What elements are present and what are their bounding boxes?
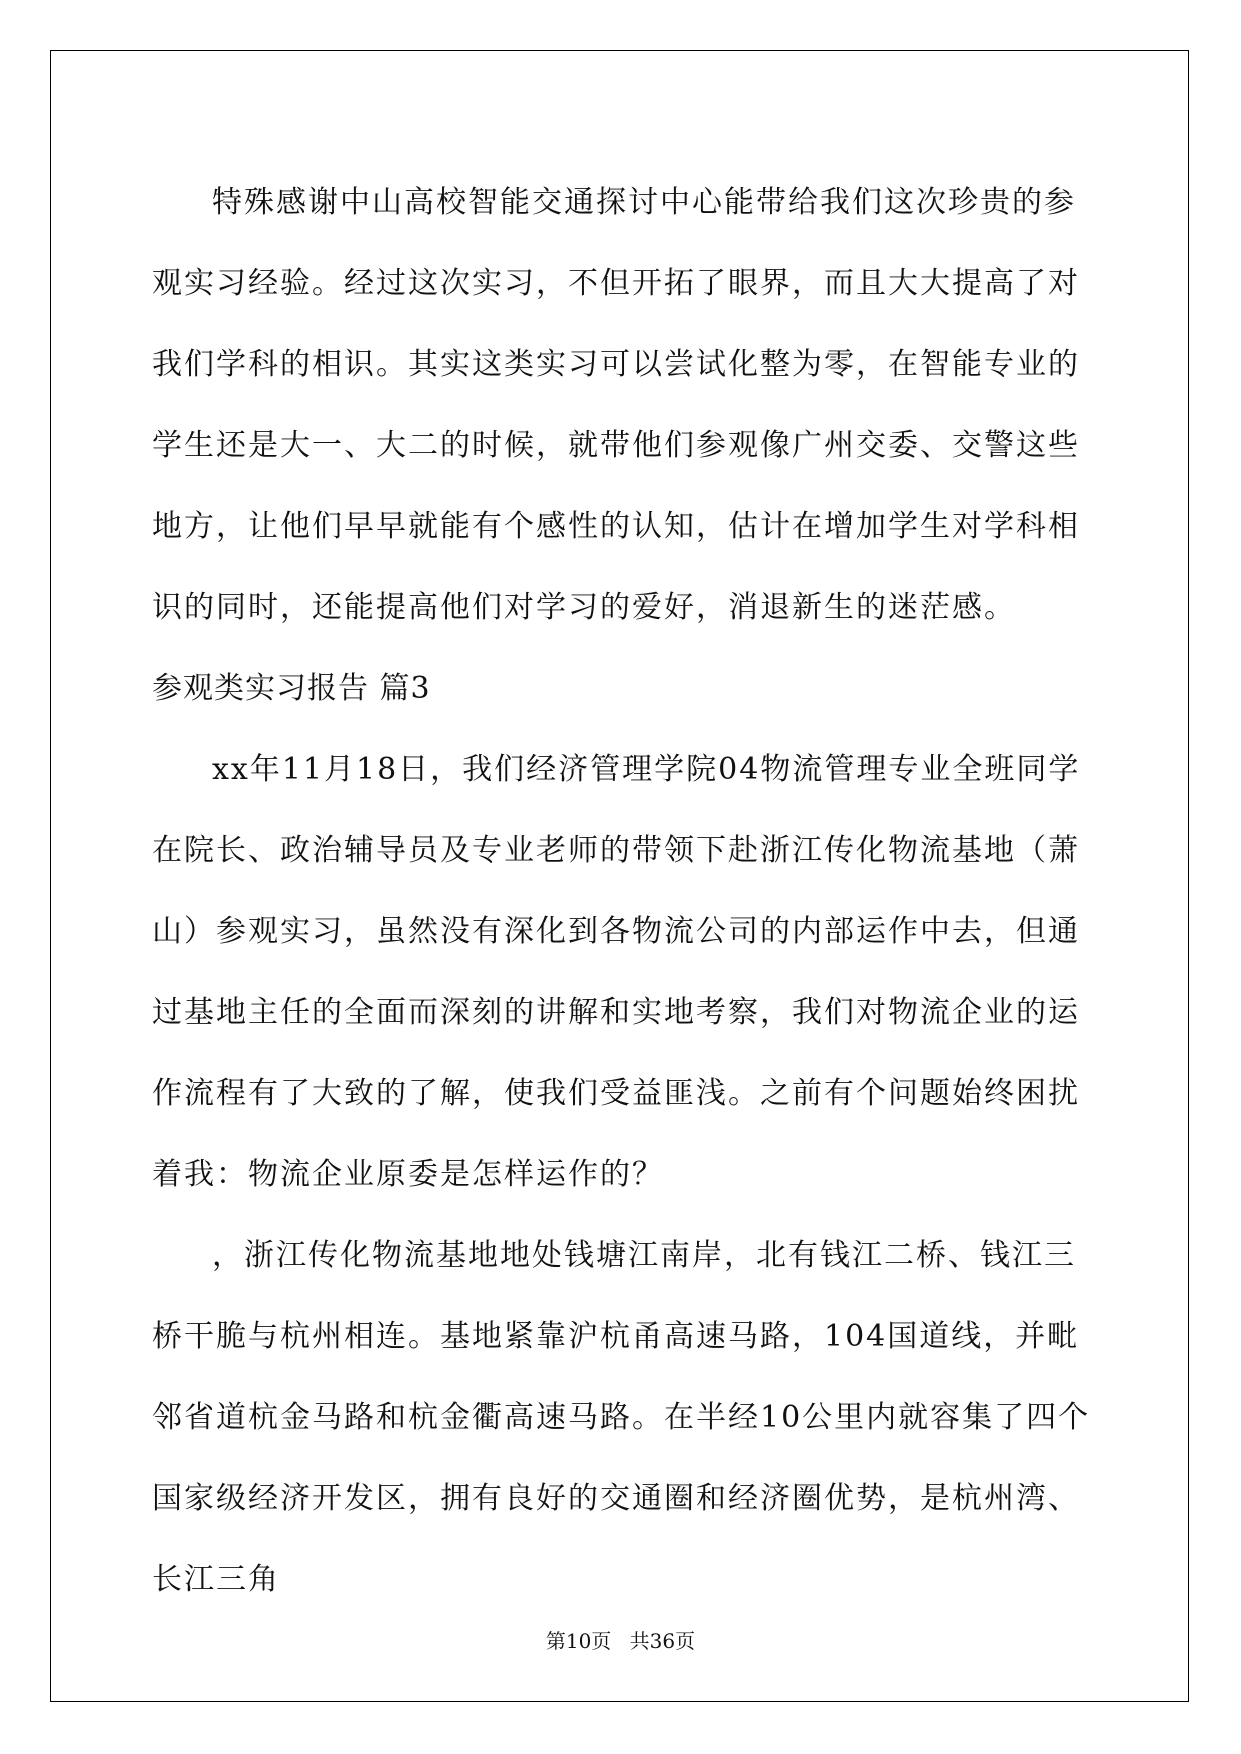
paragraph-intro: 特殊感谢中山高校智能交通探讨中心能带给我们这次珍贵的参观实习经验。经过这次实习，不但开拓了眼界，而且大大提高了对我们学科的相识。其实这类实习可以尝试化整为零，在智能专业的学生还是大一、大二的时候，就带他们参观像广州交委、交警这些地方，让他们早早就能有个感性的认知，估计在增加学生对学科相识的同时，还能提高他们对学习的爱好，消退新生的迷茫感。 [152,185,1080,625]
page-footer [0,1625,1241,1654]
paragraph-visit: xx年11月18日，我们经济管理学院04物流管理专业全班同学在院长、政治辅导员及专业老师的带领下赴浙江传化物流基地（萧山）参观实习，虽然没有深化到各物流公司的内部运作中去，但通过基地主任的全面而深刻的讲解和实地考察，我们对物流企业的运作流程有了大致的了解，使我们受益匪浅。之前有个问题始终困扰着我：物流企业原委是怎样运作的？ [152,752,1081,1192]
page-number: 第10页 [545,1629,612,1653]
paragraph-location: ，浙江传化物流基地地处钱塘江南岸，北有钱江二桥、钱江三桥干脆与杭州相连。基地紧靠沪杭甬高速马路，104国道线，并毗邻省道杭金马路和杭金衢高速马路。在半经10公里内就容集了四个国家级经济开发区，拥有良好的交通圈和经济圈优势，是杭州湾、长江三角 [152,1238,1091,1597]
page-total: 共36页 [629,1629,696,1653]
section-heading: 参观类实习报告 篇3 [152,671,431,706]
document-body [152,162,1092,1620]
